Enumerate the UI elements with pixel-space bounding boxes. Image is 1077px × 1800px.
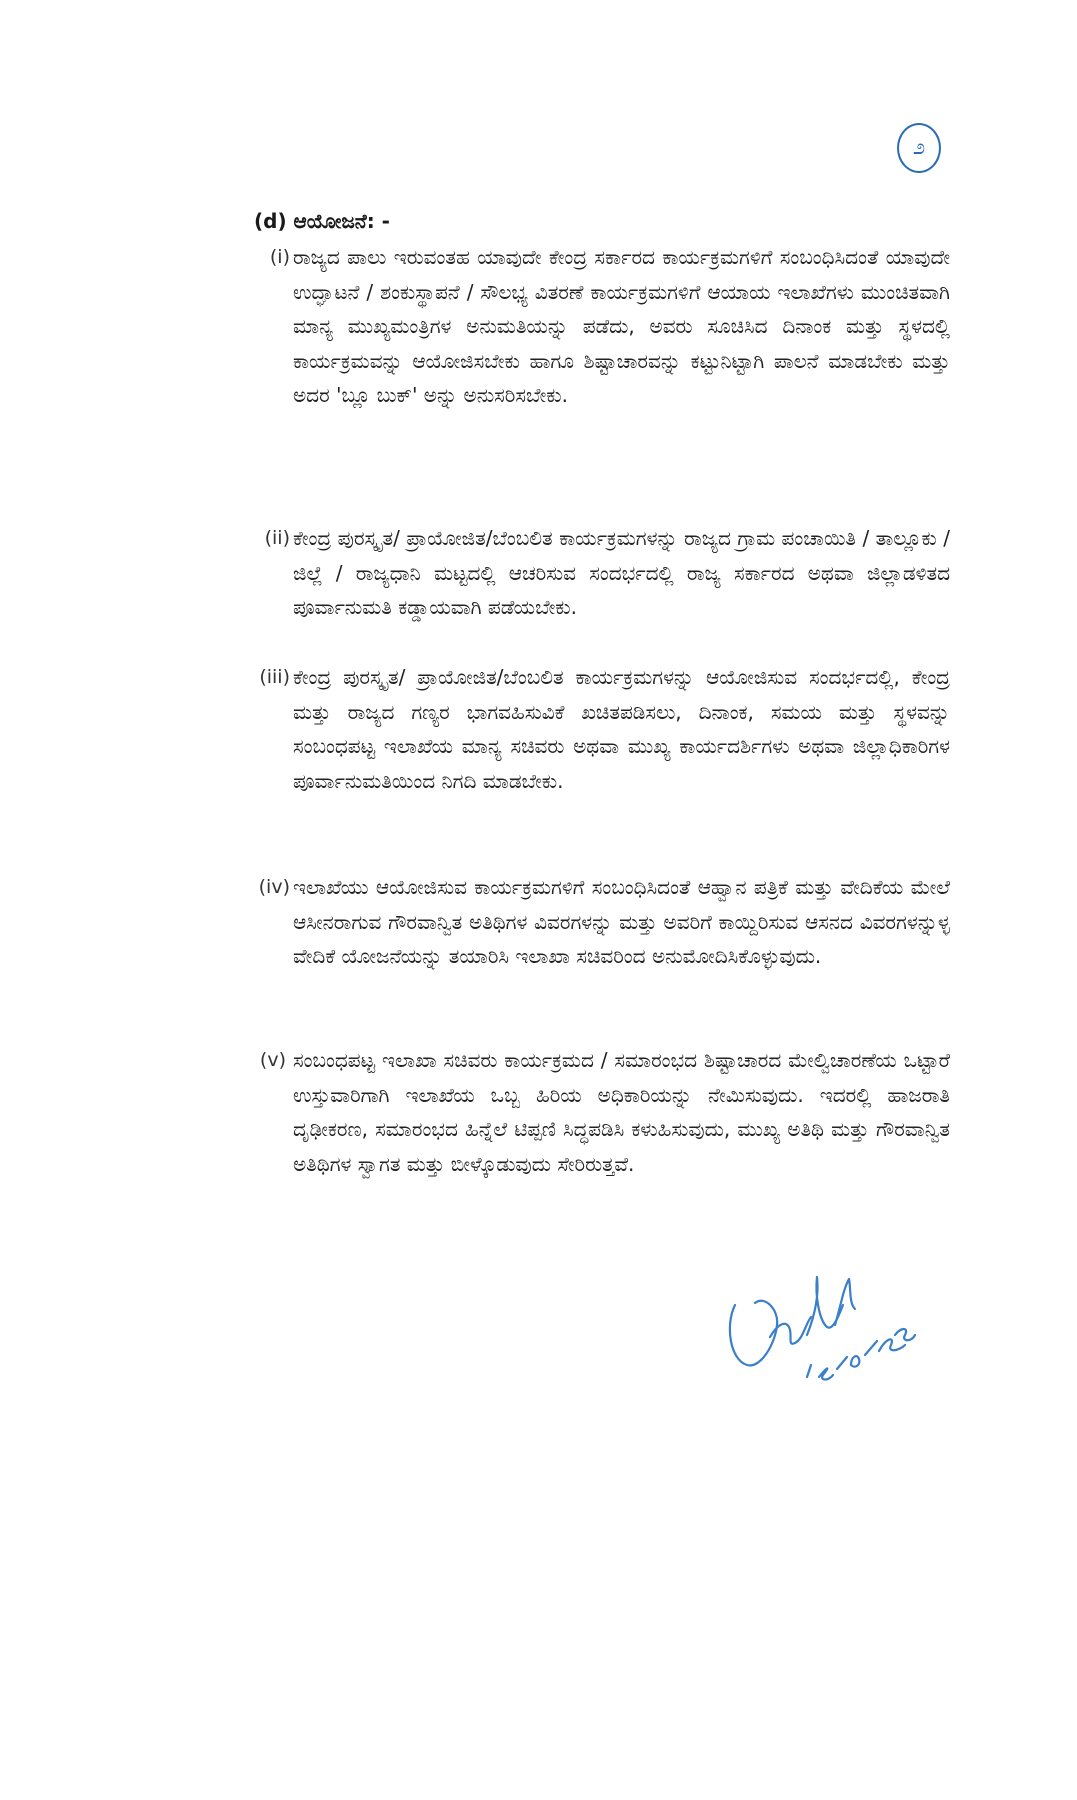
signature-stroke [851, 1356, 859, 1366]
list-item-number: (ii) [264, 527, 290, 549]
list-item [230, 870, 950, 1045]
list-item-text: ಕೇಂದ್ರ ಪುರಸ್ಕೃತ/ ಪ್ರಾಯೋಜಿತ/ಬೆಂಬಲಿತ ಕಾರ್ಯಕ್ರಮಗಳನ್ನು ಆಯೋಜಿಸುವ ಸಂದರ್ಭದಲ್ಲಿ, ಕೇಂದ್ರ ಮತ್ತು ರಾಜ್ಯದ ಗಣ್ಯರ ಭಾಗವಹಿಸುವಿಕೆ ಖಚಿತಪಡಿಸಲು, ದಿನಾಂಕ, ಸಮಯ ಮತ್ತು ಸ್ಥಳವನ್ನು ಸಂಬಂಧಪಟ್ಟ ಇಲಾಖೆಯ ಮಾನ್ಯ ಸಚಿವರು ಅಥವಾ ಮುಖ್ಯ ಕಾರ್ಯದರ್ಶಿಗಳು ಅಥವಾ ಜಿಲ್ಲಾಧಿಕಾರಿಗಳ ಪೂರ್ವಾನುಮತಿಯಿಂದ ನಿಗದಿ ಮಾಡಬೇಕು. [293, 665, 950, 793]
list-item-text: ಸಂಬಂಧಪಟ್ಟ ಇಲಾಖಾ ಸಚಿವರು ಕಾರ್ಯಕ್ರಮದ / ಸಮಾರಂಭದ ಶಿಷ್ಟಾಚಾರದ ಮೇಲ್ವಿಚಾರಣೆಯ ಒಟ್ಟಾರೆ ಉಸ್ತುವಾರಿಗಾಗಿ ಇಲಾಖೆಯ ಒಬ್ಬ ಹಿರಿಯ ಅಧಿಕಾರಿಯನ್ನು ನೇಮಿಸುವುದು. ಇದರಲ್ಲಿ ಹಾಜರಾತಿ ದೃಢೀಕರಣ, ಸಮಾರಂಭದ ಹಿನ್ನೆಲೆ ಟಿಪ್ಪಣಿ ಸಿದ್ಧಪಡಿಸಿ ಕಳುಹಿಸುವುದು, ಮುಖ್ಯ ಅತಿಥಿ ಮತ್ತು ಗೌರವಾನ್ವಿತ ಅತಿಥಿಗಳ ಸ್ವಾಗತ ಮತ್ತು ಬೀಳ್ಕೊಡುವುದು ಸೇರಿರುತ್ತವೆ. [293, 1048, 950, 1176]
list-item-text: ಇಲಾಖೆಯು ಆಯೋಜಿಸುವ ಕಾರ್ಯಕ್ರಮಗಳಿಗೆ ಸಂಬಂಧಿಸಿದಂತೆ ಆಹ್ವಾನ ಪತ್ರಿಕೆ ಮತ್ತು ವೇದಿಕೆಯ ಮೇಲೆ ಆಸೀನರಾಗುವ ಗೌರವಾನ್ವಿತ ಅತಿಥಿಗಳ ವಿವರಗಳನ್ನು ಮತ್ತು ಅವರಿಗೆ ಕಾಯ್ದಿರಿಸುವ ಆಸನದ ವಿವರಗಳನ್ನುಳ್ಳ ವೇದಿಕೆ ಯೋಜನೆಯನ್ನು ತಯಾರಿಸಿ ಇಲಾಖಾ ಸಚಿವರಿಂದ ಅನುಮೋದಿಸಿಕೊಳ್ಳುವುದು. [293, 875, 950, 968]
list-item-number: (iii) [259, 666, 290, 688]
list-item-number: (i) [269, 246, 290, 268]
signature-stroke [837, 1357, 847, 1369]
list-item [230, 660, 950, 870]
list-item [230, 1043, 950, 1253]
signature-stroke [895, 1329, 915, 1340]
section-heading: (d) ಆಯೋಜನೆ: - [254, 209, 390, 233]
handwritten-signature [715, 1265, 935, 1395]
page-number: ೨ [897, 123, 941, 173]
list-item-number: (v) [259, 1049, 286, 1071]
signature-stroke [730, 1301, 777, 1366]
signature-stroke [807, 1365, 811, 1377]
list-item-number: (iv) [258, 876, 290, 898]
list-item-text: ರಾಜ್ಯದ ಪಾಲು ಇರುವಂತಹ ಯಾವುದೇ ಕೇಂದ್ರ ಸರ್ಕಾರದ ಕಾರ್ಯಕ್ರಮಗಳಿಗೆ ಸಂಬಂಧಿಸಿದಂತೆ ಯಾವುದೇ ಉದ್ಘಾಟನೆ / ಶಂಕುಸ್ಥಾಪನೆ / ಸೌಲಭ್ಯ ವಿತರಣೆ ಕಾರ್ಯಕ್ರಮಗಳಿಗೆ ಆಯಾಯ ಇಲಾಖೆಗಳು ಮುಂಚಿತವಾಗಿ ಮಾನ್ಯ ಮುಖ್ಯಮಂತ್ರಿಗಳ ಅನುಮತಿಯನ್ನು ಪಡೆದು, ಅವರು ಸೂಚಿಸಿದ ದಿನಾಂಕ ಮತ್ತು ಸ್ಥಳದಲ್ಲಿ ಕಾರ್ಯಕ್ರಮವನ್ನು ಆಯೋಜಿಸಬೇಕು ಹಾಗೂ ಶಿಷ್ಟಾಚಾರವನ್ನು ಕಟ್ಟುನಿಟ್ಟಾಗಿ ಪಾಲನೆ ಮಾಡಬೇಕು ಮತ್ತು ಅದರ 'ಬ್ಲೂ ಬುಕ್' ಅನ್ನು ಅನುಸರಿಸಬೇಕು. [293, 245, 950, 407]
signature-stroke [819, 1368, 833, 1379]
signature-stroke [865, 1341, 877, 1355]
signature-stroke [879, 1339, 905, 1351]
list-item [230, 521, 950, 661]
signature-stroke [807, 1277, 843, 1335]
list-item [230, 240, 950, 520]
signature-stroke [835, 1279, 855, 1325]
list-item-text: ಕೇಂದ್ರ ಪುರಸ್ಕೃತ/ ಪ್ರಾಯೋಜಿತ/ಬೆಂಬಲಿತ ಕಾರ್ಯಕ್ರಮಗಳನ್ನು ರಾಜ್ಯದ ಗ್ರಾಮ ಪಂಚಾಯಿತಿ / ತಾಲ್ಲೂಕು / ಜಿಲ್ಲೆ / ರಾಜ್ಯಧಾನಿ ಮಟ್ಟದಲ್ಲಿ ಆಚರಿಸುವ ಸಂದರ್ಭದಲ್ಲಿ ರಾಜ್ಯ ಸರ್ಕಾರದ ಅಥವಾ ಜಿಲ್ಲಾಡಳಿತದ ಪೂರ್ವಾನುಮತಿ ಕಡ್ಡಾಯವಾಗಿ ಪಡೆಯಬೇಕು. [293, 526, 950, 619]
